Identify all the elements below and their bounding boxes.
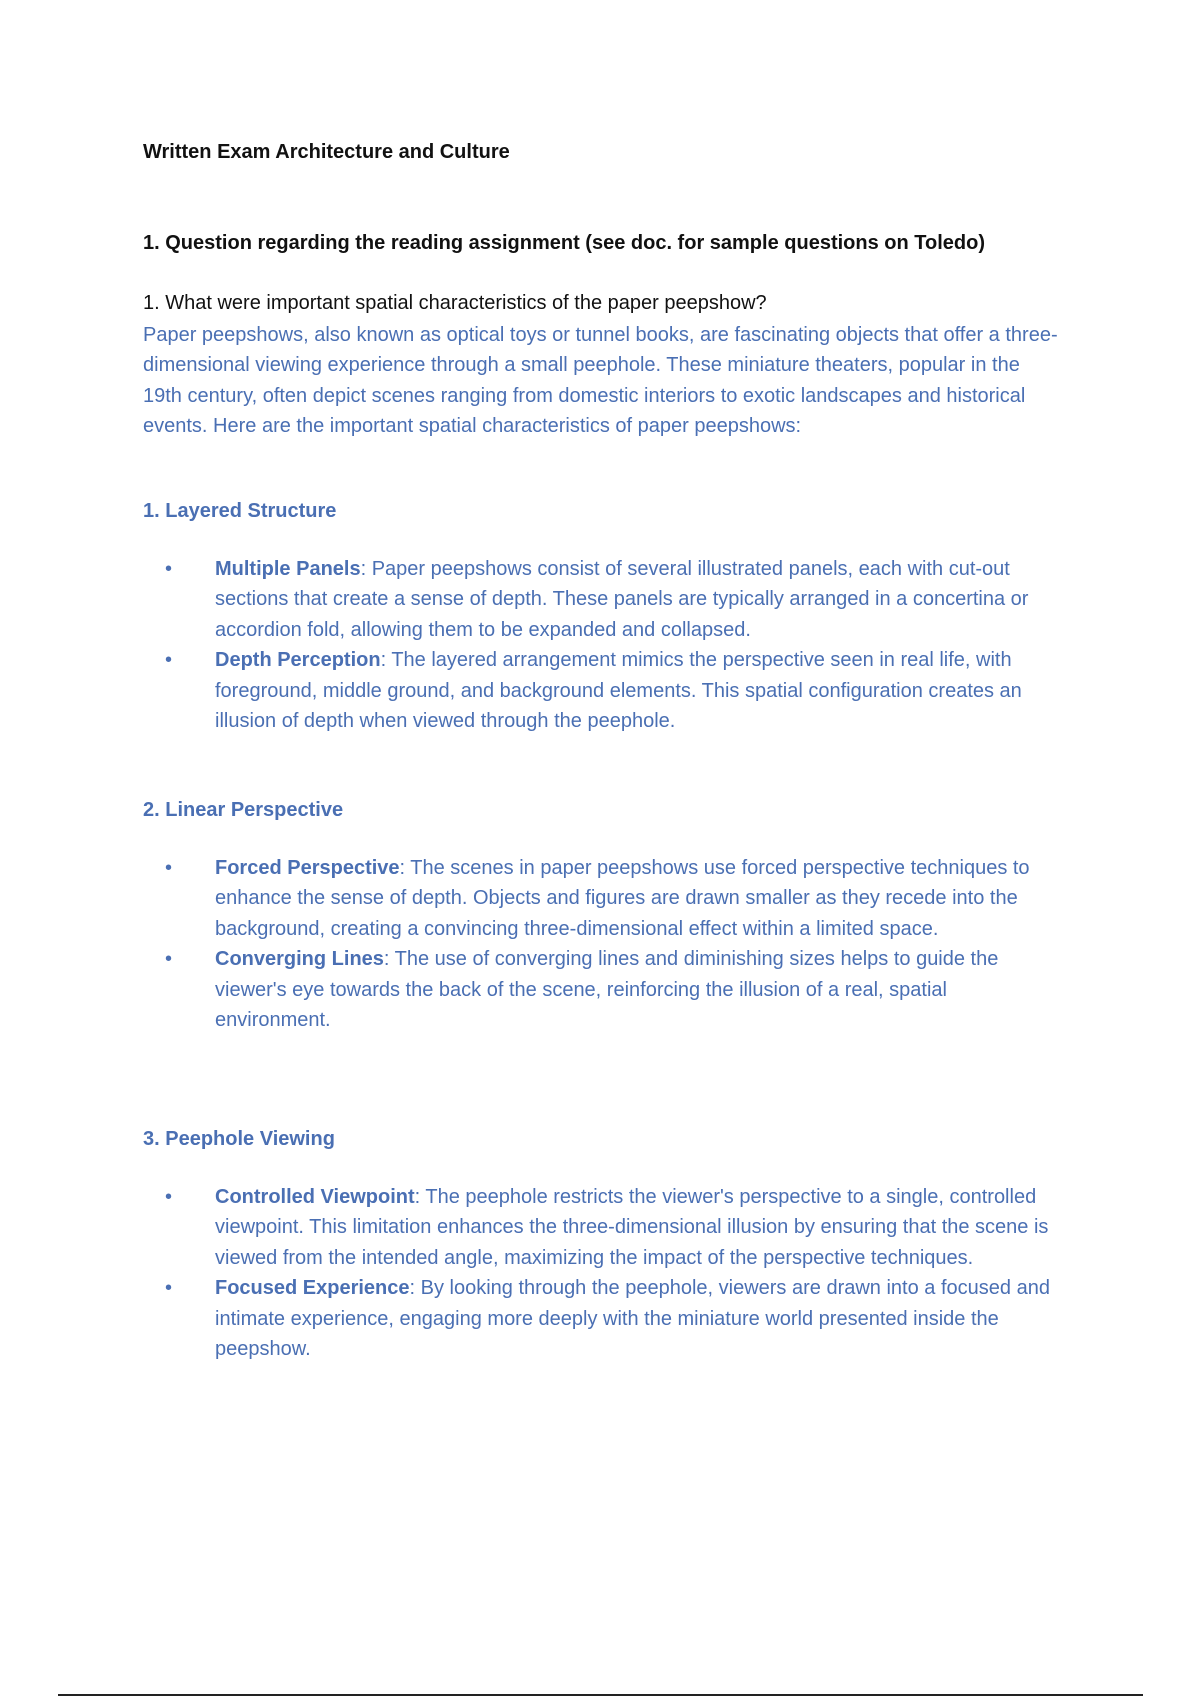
bullet-text: : Paper peepshows consist of several illustrated panels, each with cut-out sections that create a sense of depth. These panels are typically arranged in a concertina or accordion fold, allowing them to be expanded and collapsed. (215, 558, 1029, 641)
bullet-list-peephole-viewing (143, 1182, 1063, 1364)
bullet-icon: • (165, 649, 173, 672)
bullet-icon: • (165, 1186, 173, 1208)
bullet-text: : The use of converging lines and diminishing sizes helps to guide the viewer's eye towards the back of the scene, reinforcing the illusion of a real, spatial environment. (215, 948, 999, 1032)
question-text: 1. What were important spatial characteristics of the paper peepshow? (143, 292, 767, 314)
bullet-term: Controlled Viewpoint (215, 1186, 415, 1208)
bullet-text: : By looking through the peephole, viewers are drawn into a focused and intimate experience, engaging more deeply with the miniature world presented inside the peepshow. (215, 1277, 1050, 1361)
list-item (143, 1273, 1063, 1364)
list-item (143, 853, 1063, 944)
answer-intro: Paper peepshows, also known as optical toys or tunnel books, are fascinating objects that offer a three-dimensional viewing experience through a small peephole. These miniature theaters, popular in the 19th century, often depict scenes ranging from domestic interiors to exotic landscapes and historical events. Here are the important spatial characteristics of paper peepshows: (143, 324, 1058, 438)
bullet-term: Depth Perception (215, 649, 381, 672)
list-item (143, 1182, 1063, 1273)
bullet-text: : The layered arrangement mimics the perspective seen in real life, with foreground, middle ground, and background elements. This spatial configuration creates an illusion of depth when viewed through the peephole. (215, 649, 1022, 733)
list-item (143, 554, 1063, 645)
bullet-icon: • (165, 558, 173, 580)
document-title: Written Exam Architecture and Culture (143, 141, 510, 163)
bullet-text: : The scenes in paper peepshows use forced perspective techniques to enhance the sense of depth. Objects and figures are drawn smaller as they recede into the background, creating a convincing three-dimensional effect within a limited space. (215, 857, 1030, 940)
subheading-layered-structure: 1. Layered Structure (143, 500, 337, 522)
subheading-peephole-viewing: 3. Peephole Viewing (143, 1128, 335, 1150)
bullet-term: Focused Experience (215, 1277, 410, 1300)
bullet-icon: • (165, 1277, 173, 1300)
bullet-text: : The peephole restricts the viewer's perspective to a single, controlled viewpoint. This limitation enhances the three-dimensional illusion by ensuring that the scene is viewed from the intended angle, maximizing the impact of the perspective techniques. (215, 1186, 1049, 1269)
footer-divider (58, 1694, 1143, 1696)
list-item (143, 944, 1063, 1035)
list-item (143, 645, 1063, 736)
bullet-term: Multiple Panels (215, 558, 361, 580)
bullet-list-layered-structure (143, 554, 1063, 736)
bullet-icon: • (165, 948, 173, 971)
bullet-list-linear-perspective (143, 853, 1063, 1035)
section-heading: 1. Question regarding the reading assignment (see doc. for sample questions on Toledo) (143, 232, 985, 254)
bullet-term: Forced Perspective (215, 857, 400, 879)
bullet-term: Converging Lines (215, 948, 384, 971)
bullet-icon: • (165, 857, 173, 879)
subheading-linear-perspective: 2. Linear Perspective (143, 799, 344, 821)
